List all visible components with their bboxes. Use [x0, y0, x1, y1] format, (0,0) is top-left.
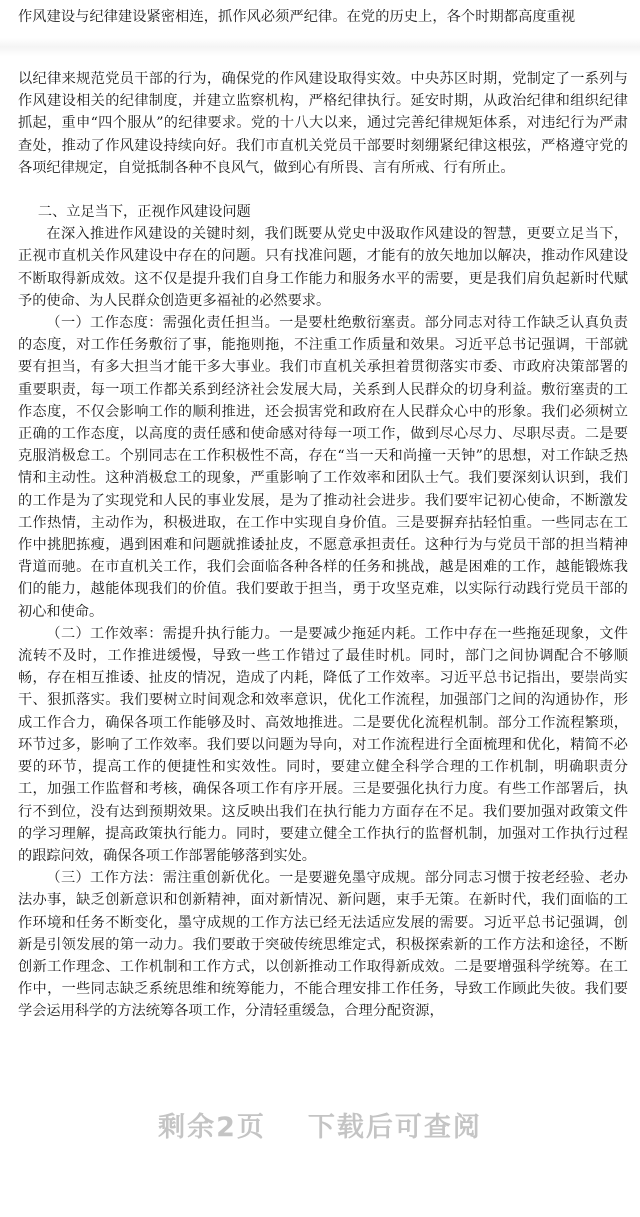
work-method-paragraph: （三）工作方法：需注重创新优化。一是要避免墨守成规。部分同志习惯于按老经验、老办法办事，缺乏创新意识和创新精神，面对新情况、新问题，束手无策。在新时代，我们面临的工作环境和任务不断变化，墨守成规的工作方法已经无法适应发展的需要。习近平总书记强调，创新是引领发展的第一动力。我们要敢于突破传统思维定式，积极探索新的工作方法和途径，不断创新工作理念、工作机制和工作方式，以创新推动工作取得新成效。二是要增强科学统筹。在工作中，一些同志缺乏系统思维和统筹能力，不能合理安排工作任务，导致工作顾此失彼。我们要学会运用科学的方法统筹各项工作，分清轻重缓急，合理分配资源，	[18, 870, 628, 1020]
intro-paragraph: 以纪律来规范党员干部的行为，确保党的作风建设取得实效。中央苏区时期，党制定了一系列与作风建设相关的纪律制度，并建立监察机构，严格纪律执行。延安时期，从政治纪律和组织纪律抓起，重申“四个服从”的纪律要求。党的十八大以来，通过完善纪律规矩体系，对违纪行为严肃查处，推动了作风建设持续向好。我们市直机关党员干部要时刻绷紧纪律这根弦，严格遵守党的各项纪律规定，自觉抵制各种不良风气，做到心有所畏、言有所戒、行有所止。	[18, 71, 628, 176]
section-two-heading: 二、立足当下，正视作风建设问题	[37, 204, 251, 221]
download-to-view-button[interactable]	[0, 1105, 640, 1144]
section-two-paragraph: 在深入推进作风建设的关键时刻，我们既要从党史中汲取作风建设的智慧，更要立足当下，正视市直机关作风建设中存在的问题。只有找准问题，才能有的放矢地加以解决，推动作风建设不断取得新成效。这不仅是提升我们自身工作能力和服务水平的需要，更是我们肩负起新时代赋予的使命、为人民群众创造更多福祉的必然要求。	[18, 226, 628, 309]
page-break-gap	[0, 38, 640, 56]
remaining-pages-label: 剩余2页	[158, 1112, 266, 1143]
download-to-view-label: 下载后可查阅	[307, 1112, 482, 1143]
work-efficiency-paragraph: （二）工作效率：需提升执行能力。一是要减少拖延内耗。工作中存在一些拖延现象，文件流转不及时，工作推进缓慢，导致一些工作错过了最佳时机。同时，部门之间协调配合不够顺畅，存在相互推诿、扯皮的情况，造成了内耗，降低了工作效率。习近平总书记指出，要崇尚实干、狠抓落实。我们要树立时间观念和效率意识，优化工作流程，加强部门之间的沟通协作，形成工作合力，确保各项工作能够及时、高效地推进。二是要优化流程机制。部分工作流程繁琐，环节过多，影响了工作效率。我们要以问题为导向，对工作流程进行全面梳理和优化，精简不必要的环节，提高工作的便捷性和实效性。同时，要建立健全科学合理的工作机制，明确职责分工，加强工作监督和考核，确保各项工作有序开展。三是要强化执行力度。有些工作部署后，执行不到位，没有达到预期效果。这反映出我们在执行能力方面存在不足。我们要加强对政策文件的学习理解，提高政策执行能力。同时，要建立健全工作执行的监督机制，加强对工作执行过程的跟踪问效，确保各项工作部署能够落到实处。	[18, 625, 628, 864]
document-body	[18, 68, 628, 1023]
page-top-text-line: 作风建设与纪律建设紧密相连，抓作风必须严纪律。在党的历史上，各个时期都高度重视	[18, 9, 576, 25]
work-attitude-paragraph: （一）工作态度：需强化责任担当。一是要杜绝敷衍塞责。部分同志对待工作缺乏认真负责的态度，对工作任务敷衍了事，能拖则拖，不注重工作质量和效果。习近平总书记强调，干部就要有担当，有多大担当才能干多大事业。我们市直机关承担着贯彻落实市委、市政府决策部署的重要职责，每一项工作都关系到经济社会发展大局，关系到人民群众的切身利益。敷衍塞责的工作态度，不仅会影响工作的顺利推进，还会损害党和政府在人民群众心中的形象。我们必须树立正确的工作态度，以高度的责任感和使命感对待每一项工作，做到尽心尽力、尽职尽责。二是要克服消极怠工。个别同志在工作积极性不高，存在“当一天和尚撞一天钟”的思想，对工作缺乏热情和主动性。这种消极怠工的现象，严重影响了工作效率和团队士气。我们要深刻认识到，我们的工作是为了实现党和人民的事业发展，是为了推动社会进步。我们要牢记初心使命，不断激发工作热情，主动作为，积极进取，在工作中实现自身价值。三是要摒弃拈轻怕重。一些同志在工作中挑肥拣瘦，遇到困难和问题就推诿扯皮，不愿意承担责任。这种行为与党员干部的担当精神背道而驰。在市直机关工作，我们会面临各种各样的任务和挑战，越是困难的工作，越能锻炼我们的能力，越能体现我们的价值。我们要敢于担当，勇于攻坚克难，以实际行动践行党员干部的初心和使命。	[18, 315, 628, 620]
paragraph-spacer	[18, 179, 628, 201]
